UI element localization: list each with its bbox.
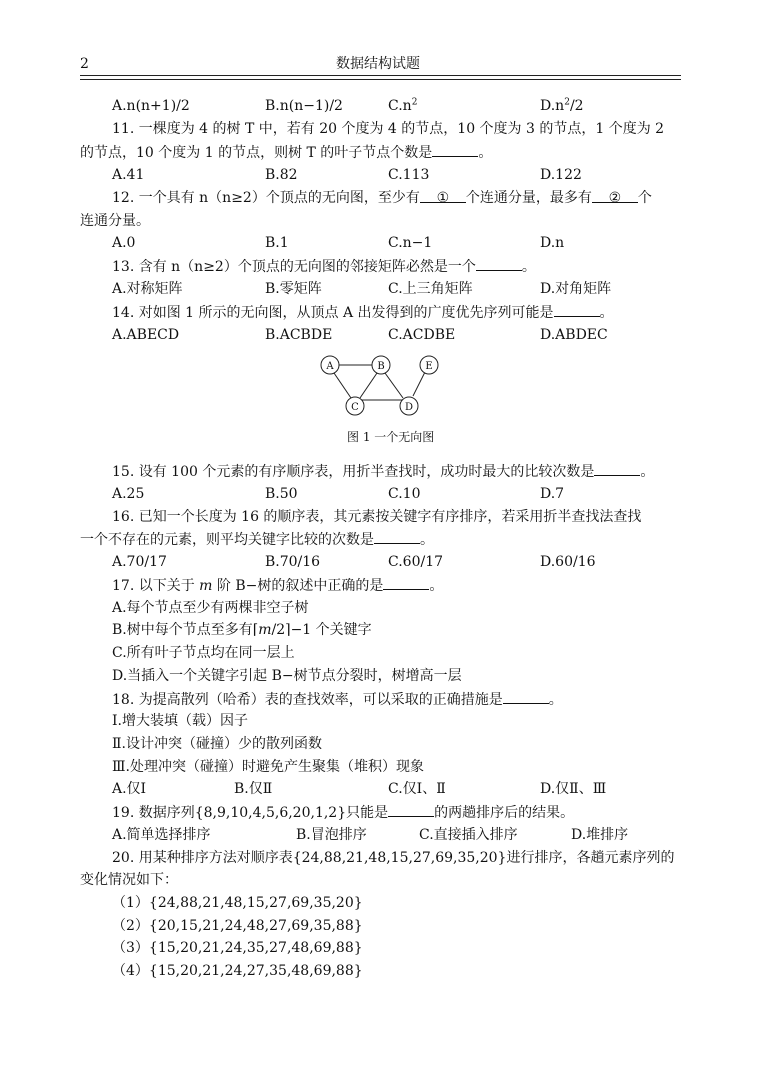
- q18-item-1: Ⅰ.增大装填（载）因子: [112, 713, 248, 729]
- header-rule-thin: [80, 79, 681, 80]
- answer-blank: [388, 802, 434, 817]
- q12-option-d: D.n: [540, 235, 565, 251]
- q12-option-b: B.1: [265, 235, 289, 251]
- q20-step-2: （2）{20,15,21,24,48,27,69,35,88}: [112, 918, 363, 934]
- q11-option-d: D.122: [540, 167, 582, 183]
- q18-item-2: Ⅱ.设计冲突（碰撞）少的散列函数: [112, 736, 322, 752]
- q16-option-d: D.60/16: [540, 554, 596, 570]
- edge-b-c: [360, 373, 377, 398]
- q14-option-d: D.ABDEC: [540, 327, 608, 343]
- q20-step-1: （1）{24,88,21,48,15,27,69,35,20}: [112, 895, 363, 911]
- node-c-label: C: [351, 402, 359, 413]
- figure-caption: 图 1 一个无向图: [347, 430, 435, 444]
- edge-b-d: [385, 373, 403, 398]
- q14-option-b: B.ACBDE: [265, 327, 333, 343]
- q20-line1: 20. 用某种排序方法对顺序表{24,88,21,48,15,27,69,35,20}进行排序，各趟元素序列的: [112, 850, 675, 866]
- q20-step-4: （4）{15,20,21,24,27,35,48,69,88}: [112, 963, 363, 979]
- q12-line2: 连通分量。: [80, 213, 150, 229]
- q13-option-c: C.上三角矩阵: [388, 281, 473, 297]
- header-rule-thick: [80, 75, 681, 76]
- q15-option-b: B.50: [265, 486, 298, 502]
- answer-blank-1: ①: [420, 188, 466, 203]
- answer-blank: [374, 529, 420, 544]
- q15-line: 15. 设有 100 个元素的有序顺序表，用折半查找时，成功时最大的比较次数是 。: [112, 461, 654, 482]
- node-d-label: D: [404, 402, 414, 413]
- node-a-label: A: [326, 361, 334, 372]
- answer-blank: [476, 256, 522, 271]
- answer-blank: [503, 689, 549, 704]
- q18-option-c: C.仅Ⅰ、Ⅱ: [388, 781, 446, 797]
- q17-option-b: B.树中每个节点至多有⌈m/2⌉−1 个关键字: [112, 622, 372, 638]
- q13-line: 13. 含有 n（n≥2）个顶点的无向图的邻接矩阵必然是一个 。: [112, 256, 536, 277]
- q13-option-a: A.对称矩阵: [112, 281, 183, 297]
- q18-line: 18. 为提高散列（哈希）表的查找效率，可以采取的正确措施是 。: [112, 689, 563, 710]
- answer-blank: [432, 142, 478, 157]
- q14-line: 14. 对如图 1 所示的无向图，从顶点 A 出发得到的广度优先序列可能是 。: [112, 302, 614, 323]
- undirected-graph-figure: [315, 350, 445, 420]
- q11-option-a: A.41: [112, 167, 145, 183]
- q20-step-3: （3）{15,20,21,24,35,27,48,69,88}: [112, 940, 363, 956]
- edge-a-c: [334, 373, 351, 398]
- q10-option-b: B.n(n−1)/2: [265, 98, 343, 114]
- q14-option-a: A.ABECD: [112, 327, 180, 343]
- q10-option-d: $D.n^2/2$: [540, 97, 584, 114]
- answer-blank: [594, 461, 640, 476]
- node-b-label: B: [377, 361, 385, 372]
- q17-option-d: D.当插入一个关键字引起 B−树节点分裂时，树增高一层: [112, 668, 462, 684]
- q19-line: 19. 数据序列{8,9,10,4,5,6,20,1,2}只能是 的两趟排序后的结果。: [112, 802, 574, 823]
- q12-option-a: A.0: [112, 235, 136, 251]
- q15-option-a: A.25: [112, 486, 145, 502]
- q15-option-d: D.7: [540, 486, 565, 502]
- answer-blank-2: ②: [592, 188, 638, 203]
- page-header-title: 数据结构试题: [336, 56, 420, 72]
- q12-option-c: C.n−1: [388, 235, 433, 251]
- q10-option-a: A.n(n+1)/2: [112, 98, 190, 114]
- q11-line1: 11. 一棵度为 4 的树 T 中，若有 20 个度为 4 的节点，10 个度为 3 的节点，1 个度为 2: [112, 121, 665, 137]
- page-number: 2: [80, 56, 89, 72]
- q18-item-3: Ⅲ.处理冲突（碰撞）时避免产生聚集（堆积）现象: [112, 759, 424, 775]
- q19-option-b: B.冒泡排序: [296, 827, 367, 843]
- q17-option-c: C.所有叶子节点均在同一层上: [112, 645, 295, 661]
- q14-option-c: C.ACDBE: [388, 327, 456, 343]
- answer-blank: [383, 575, 429, 590]
- q15-option-c: C.10: [388, 486, 421, 502]
- q17-option-a: A.每个节点至少有两棵非空子树: [112, 600, 309, 616]
- q17-line: 17. 以下关于 m 阶 B−树的叙述中正确的是 。: [112, 575, 443, 596]
- q20-line2: 变化情况如下：: [80, 872, 178, 888]
- q19-option-a: A.简单选择排序: [112, 827, 211, 843]
- answer-blank: [554, 302, 600, 317]
- q12-line1: 12. 一个具有 n（n≥2）个顶点的无向图，至少有 ① 个连通分量，最多有 ② 个: [112, 190, 652, 206]
- q19-option-c: C.直接插入排序: [419, 827, 518, 843]
- q13-option-b: B.零矩阵: [265, 281, 322, 297]
- q18-option-a: A.仅Ⅰ: [112, 781, 147, 797]
- q11-option-b: B.82: [265, 167, 298, 183]
- q11-option-c: C.113: [388, 167, 430, 183]
- q13-option-d: D.对角矩阵: [540, 281, 612, 297]
- q16-line2: 一个不存在的元素，则平均关键字比较的次数是 。: [80, 529, 434, 550]
- q11-line2: 的节点，10 个度为 1 的节点，则树 T 的叶子节点个数是 。: [80, 142, 492, 163]
- q10-option-c: $C.n^2$: [388, 97, 418, 114]
- node-e-label: E: [425, 361, 433, 372]
- q16-option-c: C.60/17: [388, 554, 444, 570]
- q16-option-a: A.70/17: [112, 554, 167, 570]
- q19-option-d: D.堆排序: [571, 827, 629, 843]
- q18-option-d: D.仅Ⅱ、Ⅲ: [540, 781, 607, 797]
- q18-option-b: B.仅Ⅱ: [234, 781, 273, 797]
- q16-line1: 16. 已知一个长度为 16 的顺序表，其元素按关键字有序排序，若采用折半查找法查找: [112, 509, 642, 525]
- q16-option-b: B.70/16: [265, 554, 321, 570]
- edge-e-d: [413, 372, 425, 396]
